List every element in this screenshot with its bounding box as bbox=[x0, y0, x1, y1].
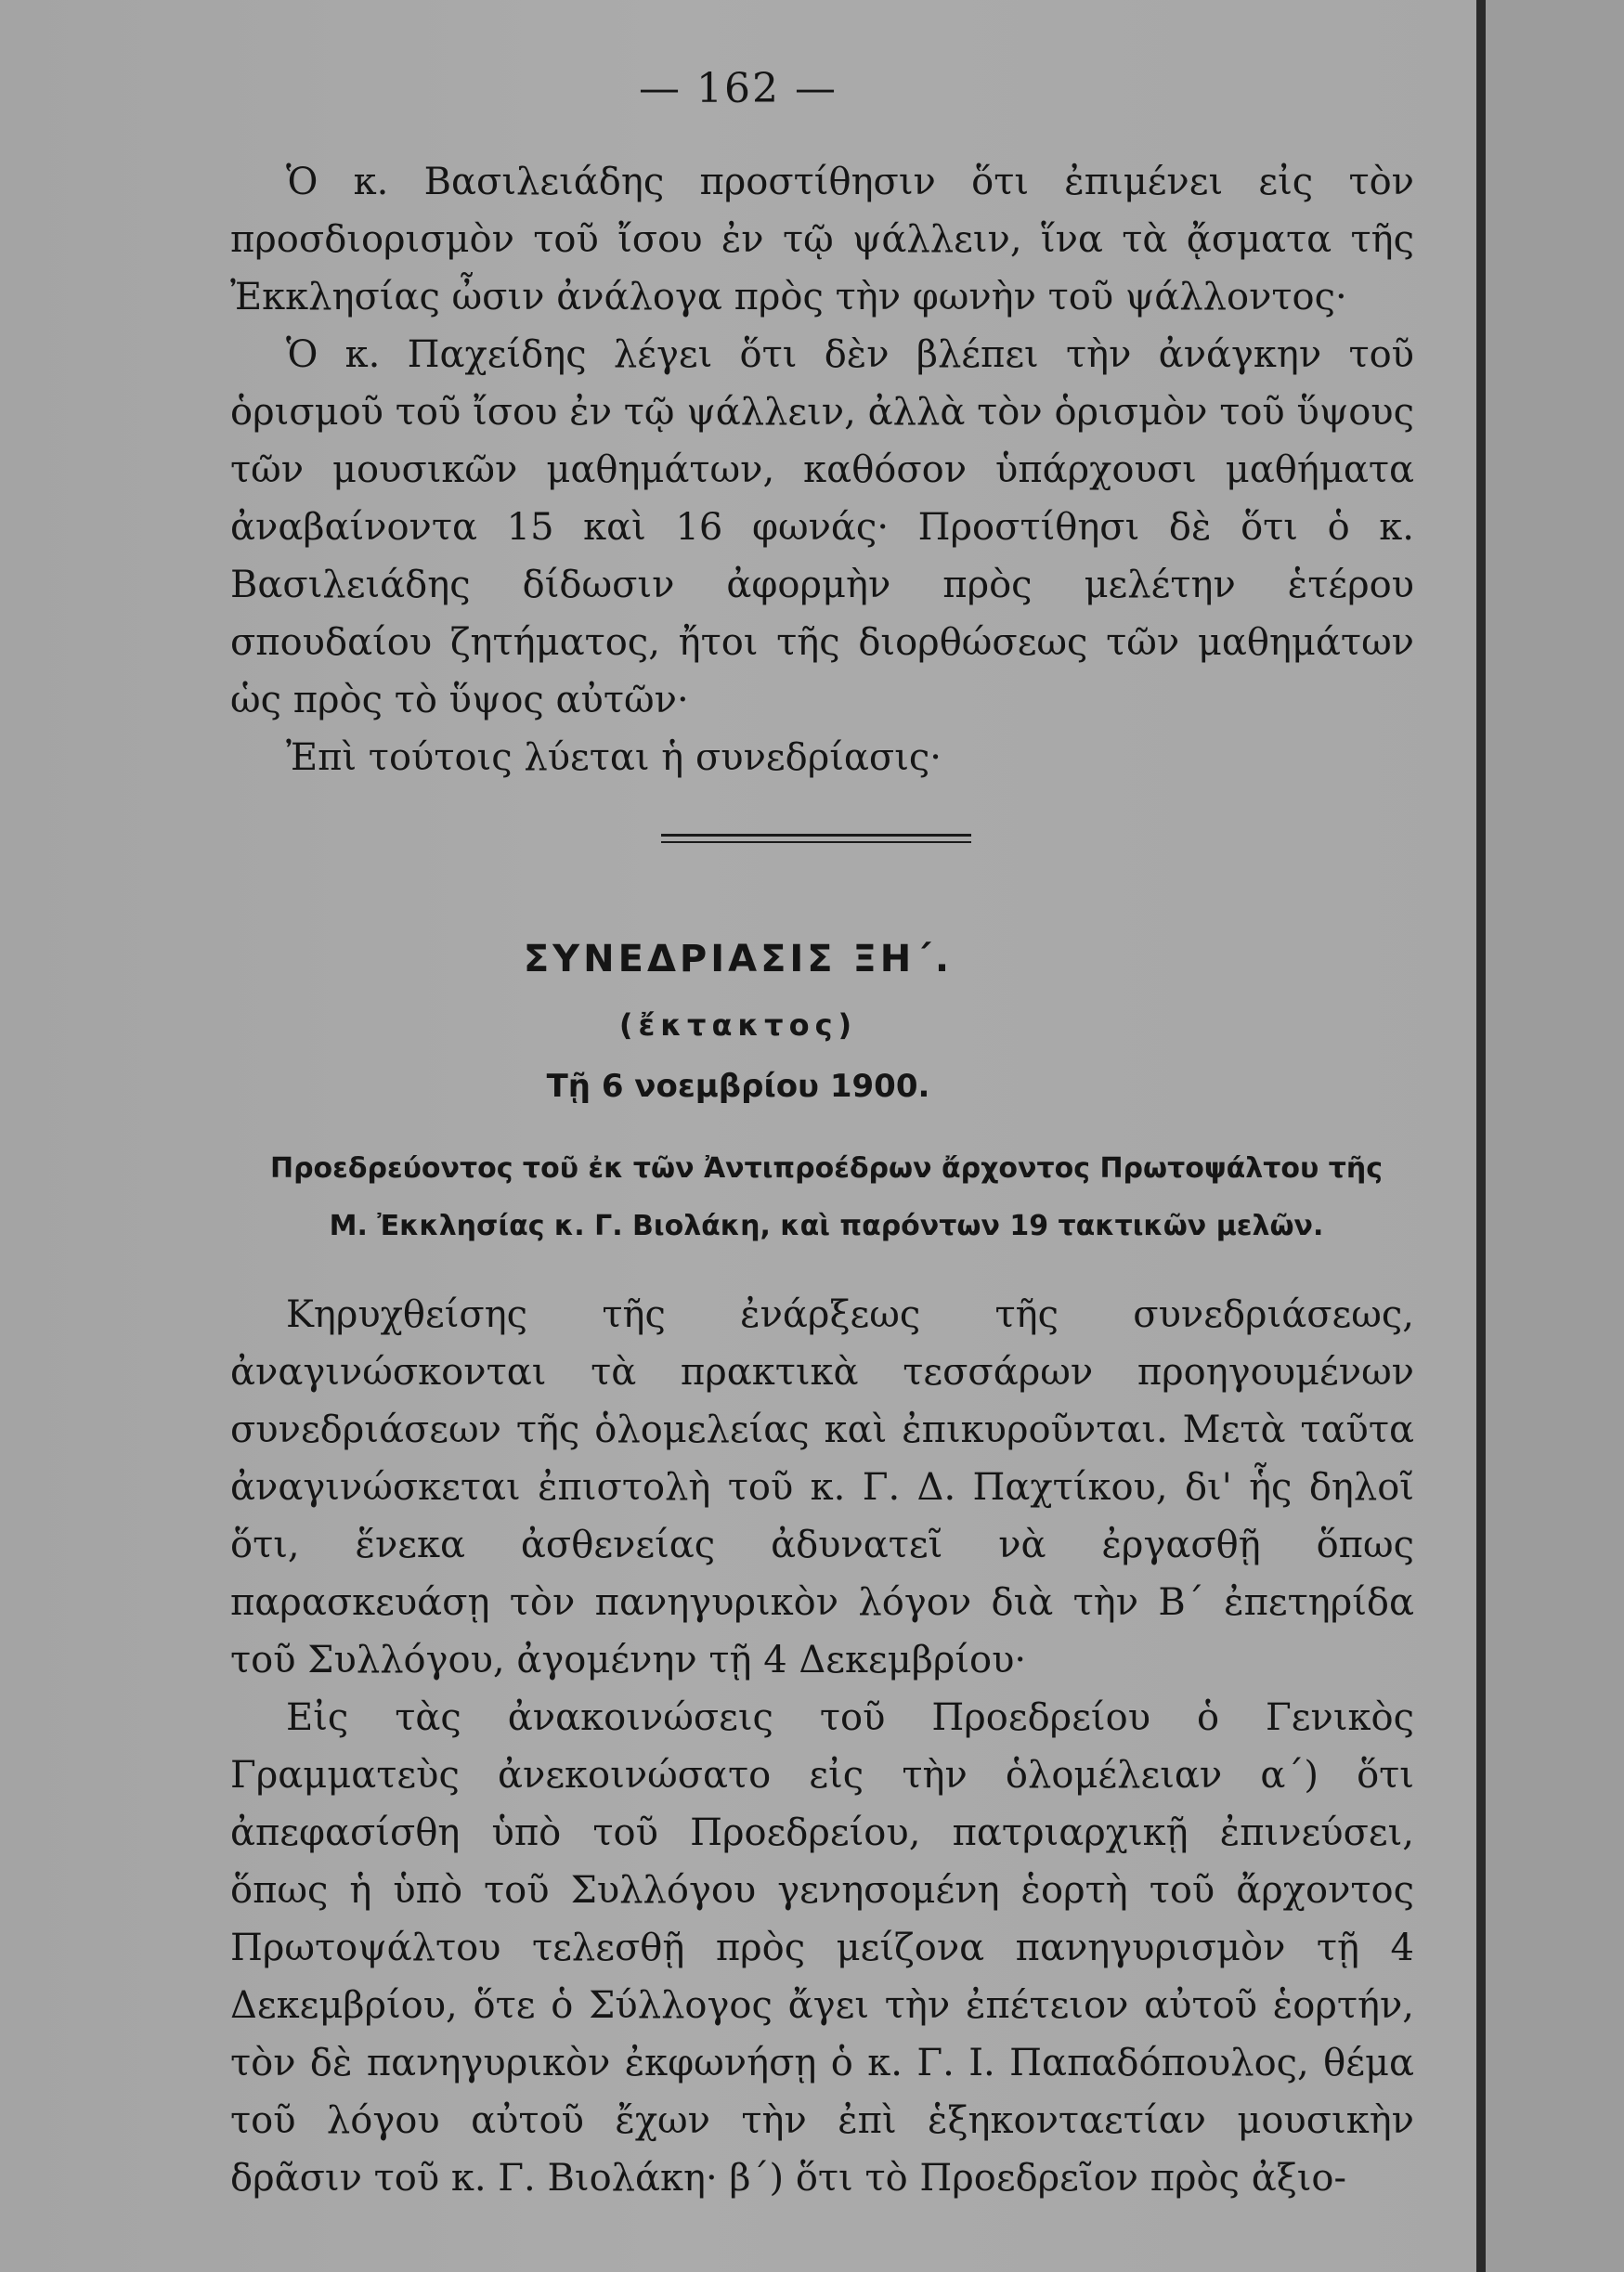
bottom-text-block bbox=[230, 1286, 1414, 2207]
session-title: ΣΥΝΕΔΡΙΑΣΙΣ ΞΗ΄. bbox=[523, 938, 954, 980]
page-number: — 162 — bbox=[639, 65, 838, 112]
paragraph: Ὁ κ. Παχείδης λέγει ὅτι δὲν βλέπει τὴν ἀνάγκην τοῦ ὁρισμοῦ τοῦ ἴσου ἐν τῷ ψάλλειν, ἀλλὰ τὸν ὁρισμὸν τοῦ ὕψους τῶν μουσικῶν μαθημάτων, καθόσον ὑπάρχουσι μαθήματα ἀναβαίνοντα 15 καὶ 16 φωνάς· Προστίθησι δὲ ὅτι ὁ κ. Βασιλειάδης δίδωσιν ἀφορμὴν πρὸς μελέτην ἑτέρου σπουδαίου ζητήματος, ἤτοι τῆς διορθώσεως τῶν μαθημάτων ὡς πρὸς τὸ ὕψος αὐτῶν· bbox=[230, 333, 1414, 721]
separator-rule bbox=[661, 841, 971, 843]
presidency-line: Μ. Ἐκκλησίας κ. Γ. Βιολάκη, καὶ παρόντων 19 τακτικῶν μελῶν. bbox=[329, 1210, 1324, 1242]
paragraph: Κηρυχθείσης τῆς ἐνάρξεως τῆς συνεδριάσεως, ἀναγινώσκονται τὰ πρακτικὰ τεσσάρων προηγουμένων συνεδριάσεων τῆς ὁλομελείας καὶ ἐπικυροῦνται. Μετὰ ταῦτα ἀναγινώσκεται ἐπιστολὴ τοῦ κ. Γ. Δ. Παχτίκου, δι' ἧς δηλοῖ ὅτι, ἕνεκα ἀσθενείας ἀδυνατεῖ νὰ ἐργασθῇ ὅπως παρασκευάσῃ τὸν πανηγυρικὸν λόγον διὰ τὴν Β΄ ἐπετηρίδα τοῦ Συλλόγου, ἀγομένην τῇ 4 Δεκεμβρίου· bbox=[230, 1293, 1414, 1681]
book-gutter bbox=[1476, 0, 1486, 2272]
top-text-block bbox=[230, 153, 1414, 786]
session-subtitle: (ἔκτακτος) bbox=[618, 1007, 858, 1043]
presidency-line: Προεδρεύοντος τοῦ ἐκ τῶν Ἀντιπροέδρων ἄρχοντος Πρωτοψάλτου τῆς bbox=[269, 1152, 1384, 1185]
paragraph: Ἐπὶ τούτοις λύεται ἡ συνεδρίασις· bbox=[286, 736, 942, 779]
adjacent-page-edge bbox=[1486, 0, 1624, 2272]
session-date: Τῇ 6 νοεμβρίου 1900. bbox=[546, 1068, 930, 1105]
separator-rule bbox=[661, 834, 971, 837]
paragraph: Εἰς τὰς ἀνακοινώσεις τοῦ Προεδρείου ὁ Γενικὸς Γραμματεὺς ἀνεκοινώσατο εἰς τὴν ὁλομέλειαν α΄) ὅτι ἀπεφασίσθη ὑπὸ τοῦ Προεδρείου, πατριαρχικῇ ἐπινεύσει, ὅπως ἡ ὑπὸ τοῦ Συλλόγου γενησομένη ἑορτὴ τοῦ ἄρχοντος Πρωτοψάλτου τελεσθῇ πρὸς μείζονα πανηγυρισμὸν τῇ 4 Δεκεμβρίου, ὅτε ὁ Σύλλογος ἄγει τὴν ἐπέτειον αὐτοῦ ἑορτήν, τὸν δὲ πανηγυρικὸν ἐκφωνήσῃ ὁ κ. Γ. Ι. Παπαδόπουλος, θέμα τοῦ λόγου αὐτοῦ ἔχων τὴν ἐπὶ ἑξηκονταετίαν μουσικὴν δρᾶσιν τοῦ κ. Γ. Βιολάκη· β΄) ὅτι τὸ Προεδρεῖον πρὸς ἀξιο- bbox=[230, 1696, 1414, 2200]
paragraph: Ὁ κ. Βασιλειάδης προστίθησιν ὅτι ἐπιμένει εἰς τὸν προσδιορισμὸν τοῦ ἴσου ἐν τῷ ψάλλειν, ἵνα τὰ ᾄσματα τῆς Ἐκκλησίας ὦσιν ἀνάλογα πρὸς τὴν φωνὴν τοῦ ψάλλοντος· bbox=[230, 161, 1414, 318]
presidency-statement bbox=[241, 1140, 1411, 1255]
